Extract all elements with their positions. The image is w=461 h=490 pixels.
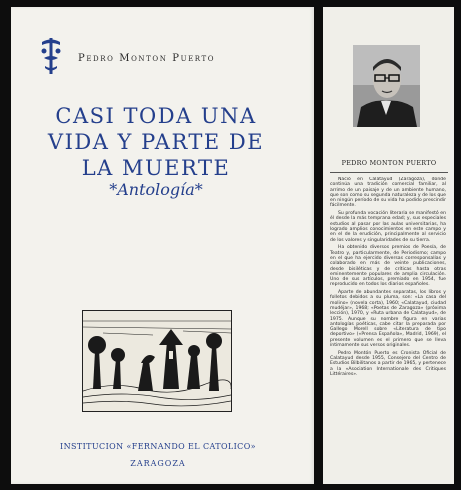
title-line: LA MUERTE (81, 156, 231, 180)
title-line: CASI TODA UNA (55, 104, 257, 128)
bio-paragraph: Nació en Calatayud (Zaragoza), donde continúa una tradición comercial familiar, al arrimo de un paisaje y de un ambiente humano, que son como su segunda naturaleza y de los que en ningún período de su vida ha podido prescindir fácilmente. (330, 177, 446, 209)
title-line: VIDA Y PARTE DE (47, 130, 265, 154)
institution-emblem-icon (40, 36, 62, 76)
bio-paragraph: Su profunda vocación literaria se manifestó en él desde la más temprana edad; y, sus especiales estudios al pasar por las aulas universitarias, ha logrado amplios conocimientos en este campo y en el de la erudición, principalmente al servicio de los valores y singularidades de su tierra. (330, 211, 446, 243)
woodcut-illustration (82, 310, 232, 412)
author-portrait (353, 45, 420, 127)
bio-paragraph: Pedro Montón Puerto es Cronista Oficial de Calatayud desde 1955, Consejero del Centro de Estudios Bilbilitanos a partir de 1965, y pertenece a la «Asociation Internationale des Critiques Littéraires». (330, 350, 446, 377)
cover-author: Pedro Monton Puerto (78, 53, 216, 64)
bio-paragraph: Aparte de abundantes separatas, los libros y folletos debidos a su pluma, son: «La casa del molino» (novela corta), 1960; «Calatayud, ciudad mudéjar», 1968; «Poetas de Zaragoza» (próxima lección), 1970, y «Ruta urbana de Calatayud», de 1975. Aunque su nombre figura en varias antologías poéticas, cabe citar la preparada por Gallego Morell sobre «Literatura de tipo deportivo» («Prensa Española», Madrid, 1969), el presente volumen es el primero que se lleva íntimamente sus versos originales. (330, 290, 446, 349)
cover-city: ZARAGOZA (130, 459, 186, 468)
flap-divider (330, 172, 448, 173)
author-biography (330, 177, 446, 483)
book-cover (11, 7, 314, 484)
flap-author-heading: PEDRO MONTON PUERTO (341, 159, 437, 167)
cover-title (36, 103, 276, 181)
bio-paragraph: Ha obtenido diversos premios de Poesía, de Teatro y, particularmente, de Periodismo; campo en el que ha ejercido diversas corresponsalías y colaborado en más de veinte publicaciones, desde bisiléticas y de críticas hasta otras eminentemente populares de amplia circulación. Uno de sus artículos, premiado en 1954, fue reproducido en todos los diarios españoles. (330, 245, 446, 288)
cover-subtitle: *Antología* (109, 180, 203, 199)
cover-publisher: INSTITUCION «FERNANDO EL CATOLICO» (60, 442, 256, 451)
